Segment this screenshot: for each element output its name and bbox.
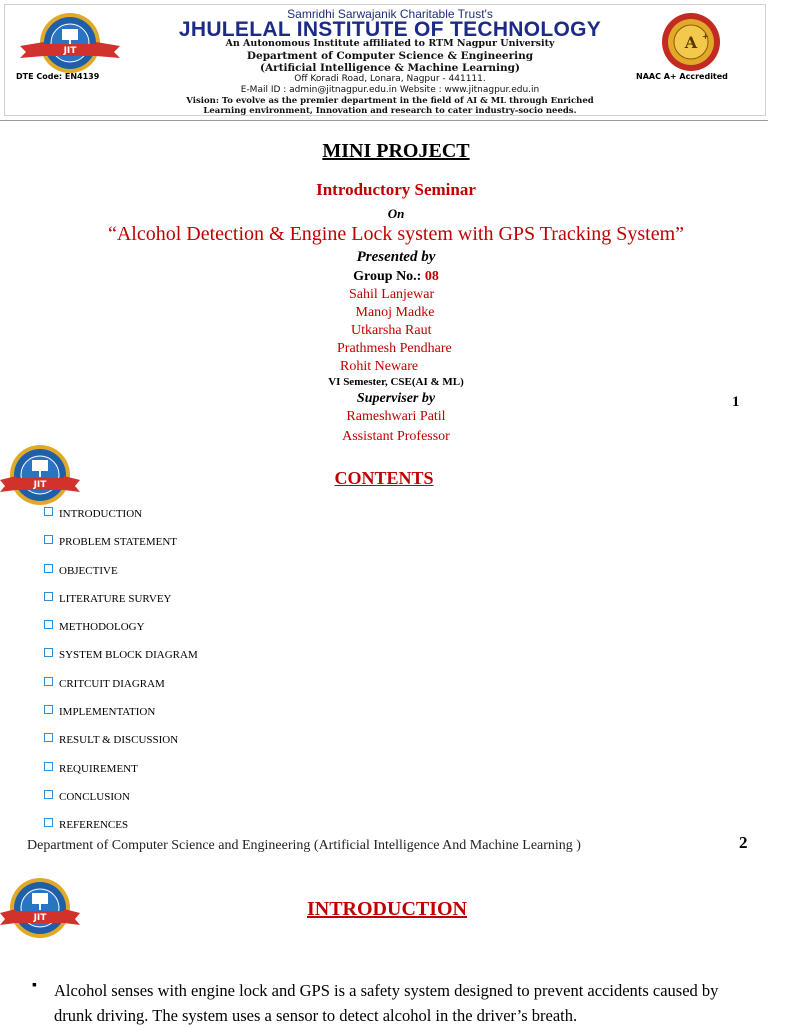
institute-name: JHULELAL INSTITUTE OF TECHNOLOGY <box>178 18 602 41</box>
vision-line-2: Learning environment, Innovation and research to cater industry-socio needs. <box>203 106 577 116</box>
autonomy-line: An Autonomous Institute affiliated to RTM Nagpur University <box>225 38 555 49</box>
contents-title: CONTENTS <box>334 468 434 488</box>
contents-item: IMPLEMENTATION <box>44 702 198 730</box>
contents-item: LITERATURE SURVEY <box>44 589 198 617</box>
contents-item: SYSTEM BLOCK DIAGRAM <box>44 645 198 673</box>
slide1-subtitle: Introductory Seminar <box>316 180 476 199</box>
member-name: Manoj Madke <box>352 305 435 320</box>
slide1-title: MINI PROJECT <box>322 140 470 162</box>
checkbox-bullet-icon <box>44 620 53 629</box>
introduction-title: INTRODUCTION <box>306 898 468 920</box>
logo-text: JIT <box>33 480 47 490</box>
supervisor-name: Rameshwari Patil <box>346 409 446 424</box>
group-number: 08 <box>424 269 439 284</box>
address-line: Off Koradi Road, Lonara, Nagpur - 441111. <box>294 74 486 84</box>
accreditation-label: NAAC A+ Accredited <box>636 72 728 81</box>
vision-line-1: Vision: To evolve as the premier department in the field of AI & ML through Enriched <box>186 96 594 106</box>
project-title: “Alcohol Detection & Engine Lock system with GPS Tracking System” <box>107 223 685 245</box>
checkbox-bullet-icon <box>44 535 53 544</box>
specialization-line: (Artificial Intelligence & Machine Learning) <box>260 62 520 74</box>
bullet-icon: ▪ <box>32 978 37 993</box>
member-name: Utkarsha Raut <box>351 323 432 338</box>
svg-text:A: A <box>684 33 698 52</box>
group-number-line <box>0 269 792 285</box>
footer-department: Department of Computer Science and Engineering (Artificial Intelligence And Machine Learning ) <box>27 838 581 853</box>
contents-item: INTRODUCTION <box>44 504 198 532</box>
jit-logo-icon <box>18 12 122 74</box>
header-banner <box>0 0 768 121</box>
checkbox-bullet-icon <box>44 733 53 742</box>
page-number: 2 <box>739 833 748 852</box>
contents-item: REQUIREMENT <box>44 759 198 787</box>
contents-list-clip <box>44 506 344 836</box>
semester-line: VI Semester, CSE(AI & ML) <box>328 376 464 388</box>
checkbox-bullet-icon <box>44 762 53 771</box>
dte-code: DTE Code: EN4139 <box>16 72 100 81</box>
checkbox-bullet-icon <box>44 705 53 714</box>
contents-list <box>44 506 198 844</box>
contents-item: METHODOLOGY <box>44 617 198 645</box>
checkbox-bullet-icon <box>44 507 53 516</box>
member-name: Rohit Neware <box>340 359 419 374</box>
contents-item: REFERENCES <box>44 815 198 843</box>
member-name: Prathmesh Pendhare <box>337 341 452 356</box>
contact-line: E-Mail ID : admin@jitnagpur.edu.in Website : www.jitnagpur.edu.in <box>240 85 540 95</box>
checkbox-bullet-icon <box>44 564 53 573</box>
supervisor-role-clip <box>0 427 792 444</box>
presented-by-label: Presented by <box>356 249 436 265</box>
group-label: Group No.: <box>353 269 425 284</box>
logo-text: JIT <box>33 913 47 923</box>
contents-item: CRITCUIT DIAGRAM <box>44 674 198 702</box>
trust-name: Samridhi Sarwajanik Charitable Trust's <box>287 7 493 21</box>
checkbox-bullet-icon <box>44 790 53 799</box>
on-label: On <box>387 206 405 221</box>
checkbox-bullet-icon <box>44 818 53 827</box>
checkbox-bullet-icon <box>44 592 53 601</box>
checkbox-bullet-icon <box>44 648 53 657</box>
naac-seal-icon <box>652 12 730 72</box>
department-line: Department of Computer Science & Engineering <box>246 50 534 62</box>
logo-text: JIT <box>63 46 77 56</box>
contents-item: RESULT & DISCUSSION <box>44 730 198 758</box>
supervisor-role: Assistant Professor <box>342 429 450 444</box>
introduction-paragraph: Alcohol senses with engine lock and GPS is a safety system designed to prevent accidents caused by drunk driving. The system uses a sensor to detect alcohol in the driver’s breath. <box>54 981 719 1025</box>
supervised-by-label: Superviser by <box>356 391 436 406</box>
page-number: 1 <box>732 394 740 410</box>
contents-item: CONCLUSION <box>44 787 198 815</box>
contents-item: OBJECTIVE <box>44 561 198 589</box>
contents-item: PROBLEM STATEMENT <box>44 532 198 560</box>
member-name: Sahil Lanjewar <box>349 287 435 302</box>
svg-text:+: + <box>702 32 709 41</box>
checkbox-bullet-icon <box>44 677 53 686</box>
